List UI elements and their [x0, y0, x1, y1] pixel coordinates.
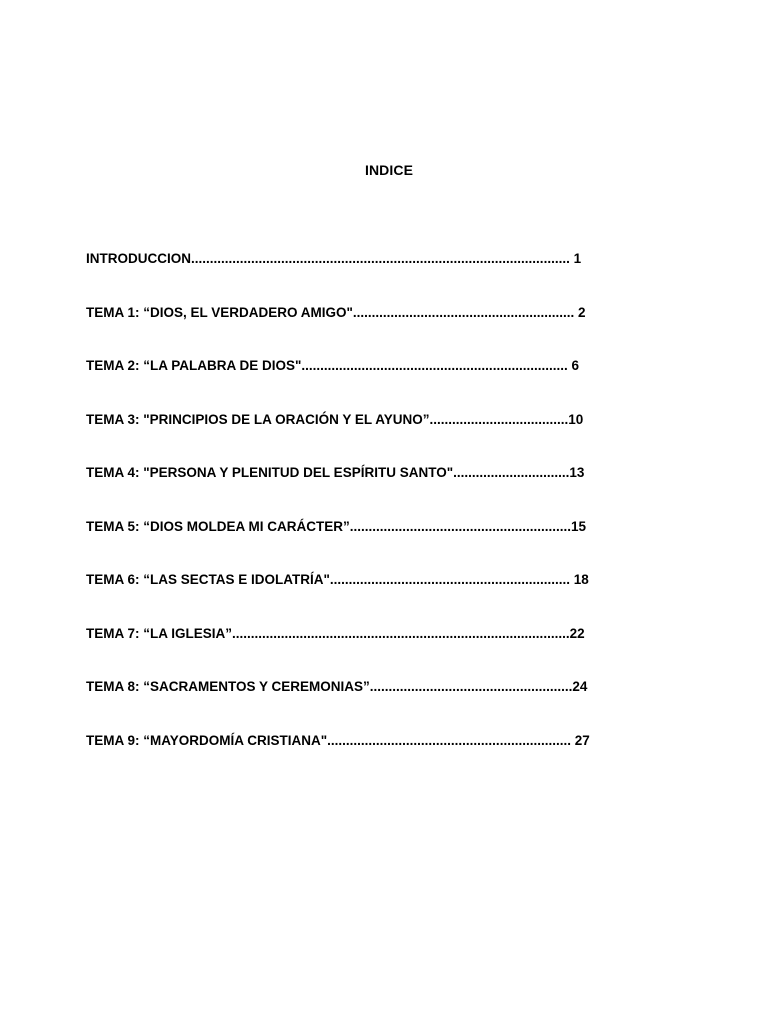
toc-entry-text: TEMA 9: “MAYORDOMÍA CRISTIANA"................................................................. 27 [86, 732, 590, 748]
toc-entry-text: TEMA 3: "PRINCIPIOS DE LA ORACIÓN Y EL AYUNO”.....................................10 [86, 411, 584, 427]
toc-entry-tema-5 [86, 519, 686, 573]
toc-entry-text: TEMA 4: "PERSONA Y PLENITUD DEL ESPÍRITU SANTO"...............................13 [86, 465, 585, 480]
toc-entry-tema-6 [86, 572, 686, 626]
toc-entry-text: INTRODUCCION..................................................................................................... 1 [86, 251, 582, 266]
toc-entry-tema-9 [86, 733, 686, 787]
toc-entry-text: TEMA 1: “DIOS, EL VERDADERO AMIGO"........................................................... 2 [86, 304, 586, 320]
toc-entry-text: TEMA 6: “LAS SECTAS E IDOLATRÍA"................................................................ 18 [86, 572, 589, 587]
table-of-contents [86, 251, 686, 786]
toc-entry-text: TEMA 8: “SACRAMENTOS Y CEREMONIAS”......................................................24 [86, 679, 588, 694]
toc-entry-text: TEMA 5: “DIOS MOLDEA MI CARÁCTER”...........................................................15 [86, 518, 587, 534]
toc-entry-tema-4 [86, 465, 686, 519]
page-title: INDICE [364, 162, 414, 178]
toc-entry-tema-3 [86, 412, 686, 466]
toc-entry-tema-8 [86, 679, 686, 733]
toc-entry-introduccion [86, 251, 686, 305]
toc-entry-text: TEMA 7: “LA IGLESIA”..........................................................................................22 [86, 625, 585, 641]
toc-entry-text: TEMA 2: “LA PALABRA DE DIOS"....................................................................... 6 [86, 358, 579, 373]
toc-entry-tema-1 [86, 305, 686, 359]
toc-entry-tema-2 [86, 358, 686, 412]
toc-entry-tema-7 [86, 626, 686, 680]
